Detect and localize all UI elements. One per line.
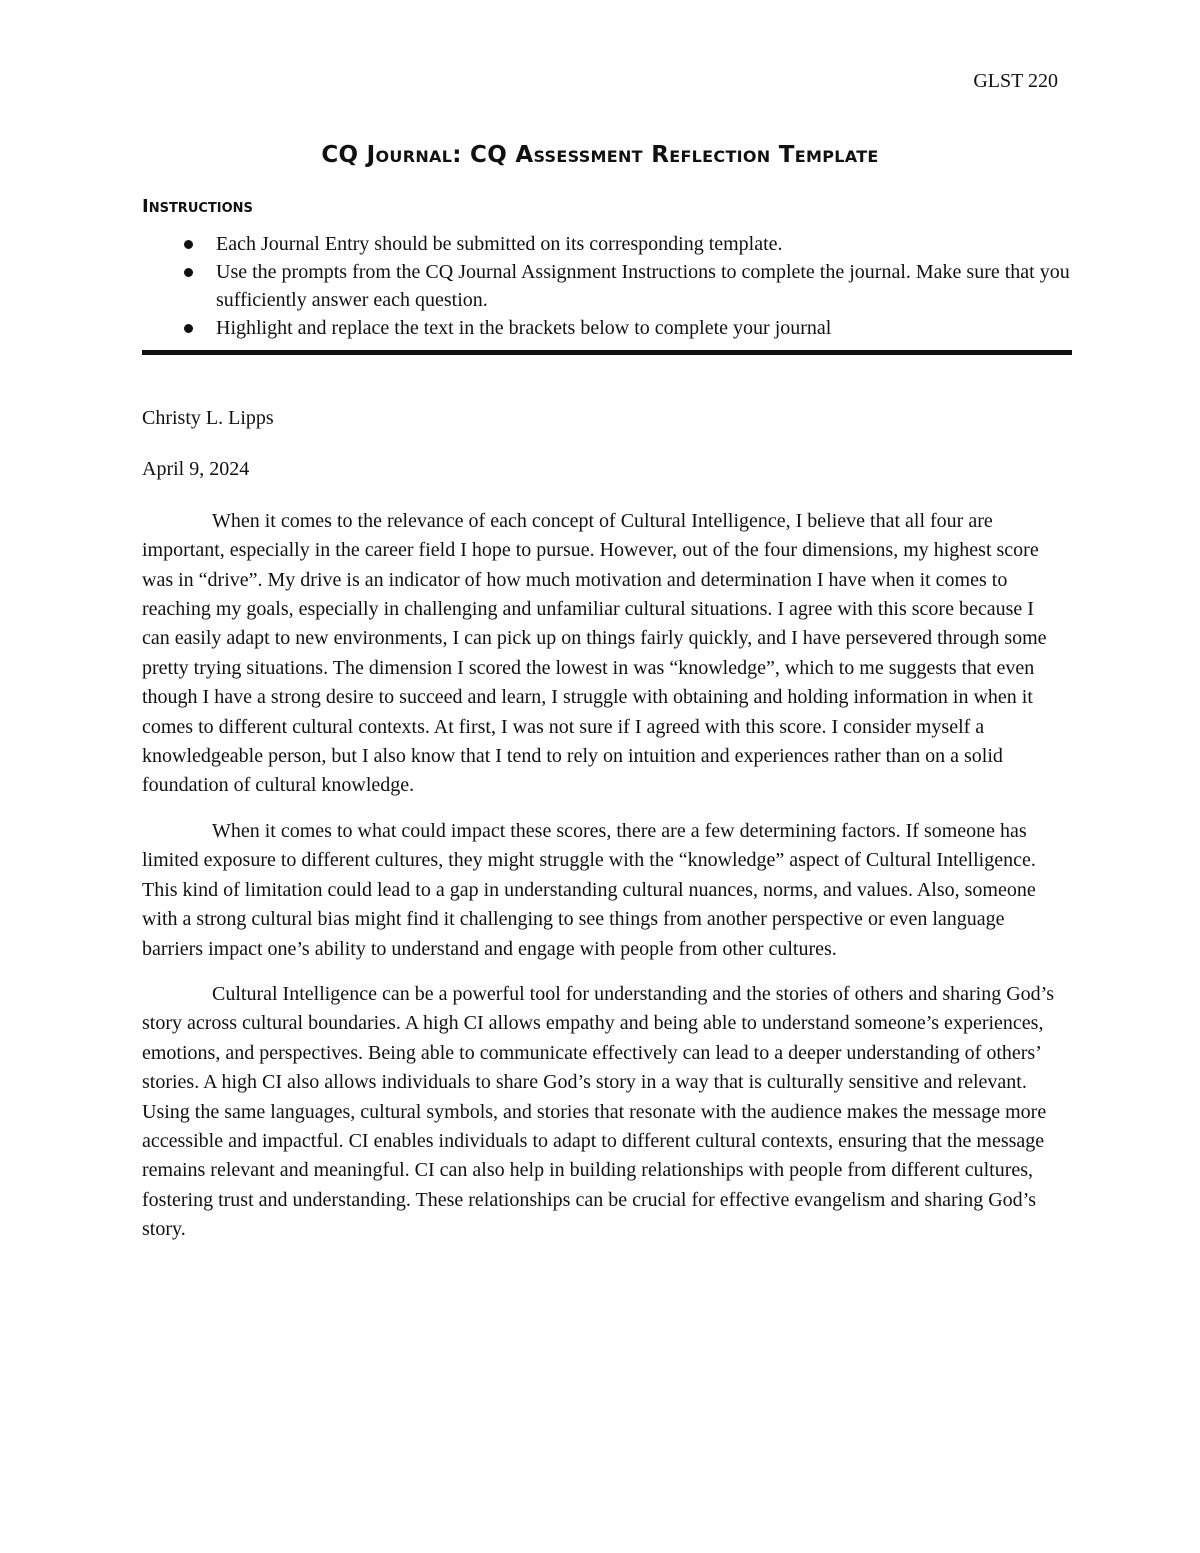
section-divider xyxy=(142,350,1072,355)
bullet-icon xyxy=(184,240,193,249)
bullet-icon xyxy=(184,268,193,277)
list-item xyxy=(142,230,1072,258)
instruction-text: Each Journal Entry should be submitted on its corresponding template. xyxy=(216,233,783,255)
instruction-text: Highlight and replace the text in the brackets below to complete your journal xyxy=(216,317,832,339)
instructions-list xyxy=(142,230,1072,342)
instructions-heading: Instructions xyxy=(142,196,253,217)
course-code: GLST 220 xyxy=(973,70,1058,92)
list-item xyxy=(142,258,1072,314)
entry-date: April 9, 2024 xyxy=(142,458,250,481)
paragraph: When it comes to the relevance of each concept of Cultural Intelligence, I believe that all four are important, especially in the career field I hope to pursue. However, out of the four dimensions, my highest score was in “drive”. My drive is an indicator of how much motivation and determination I have when it comes to reaching my goals, especially in challenging and unfamiliar cultural situations. I agree with this score because I can easily adapt to new environments, I can pick up on things fairly quickly, and I have persevered through some pretty trying situations. The dimension I scored the lowest in was “knowledge”, which to me suggests that even though I have a strong desire to succeed and learn, I struggle with obtaining and holding information in when it comes to different cultural contexts. At first, I was not sure if I agreed with this score. I consider myself a knowledgeable person, but I also know that I tend to rely on intuition and experiences rather than on a solid foundation of cultural knowledge. xyxy=(142,509,1047,797)
author-name: Christy L. Lipps xyxy=(142,407,274,429)
document-title: CQ Journal: CQ Assessment Reflection Template xyxy=(321,142,879,168)
paragraph: When it comes to what could impact these scores, there are a few determining factors. If someone has limited exposure to different cultures, they might struggle with the “knowledge” aspect of Cultural Intelligence. This kind of limitation could lead to a gap in understanding cultural nuances, norms, and values. Also, someone with a strong cultural bias might find it challenging to see things from another perspective or even language barriers impact one’s ability to understand and engage with people from other cultures. xyxy=(142,819,1036,960)
paragraph: Cultural Intelligence can be a powerful tool for understanding and the stories of others and sharing God’s story across cultural boundaries. A high CI allows empathy and being able to understand someone’s experiences, emotions, and perspectives. Being able to communicate effectively can lead to a deeper understanding of others’ stories. A high CI also allows individuals to share God’s story in a way that is culturally sensitive and relevant. Using the same languages, cultural symbols, and stories that resonate with the audience makes the message more accessible and impactful. CI enables individuals to adapt to different cultural contexts, ensuring that the message remains relevant and meaningful. CI can also help in building relationships with people from different cultures, fostering trust and understanding. These relationships can be crucial for effective evangelism and sharing God’s story. xyxy=(142,982,1054,1241)
bullet-icon xyxy=(184,324,193,333)
instruction-text: Use the prompts from the CQ Journal Assignment Instructions to complete the journal. Make sure that you sufficiently answer each question. xyxy=(216,261,1070,311)
list-item xyxy=(142,314,1072,342)
journal-entry xyxy=(142,404,1062,1261)
